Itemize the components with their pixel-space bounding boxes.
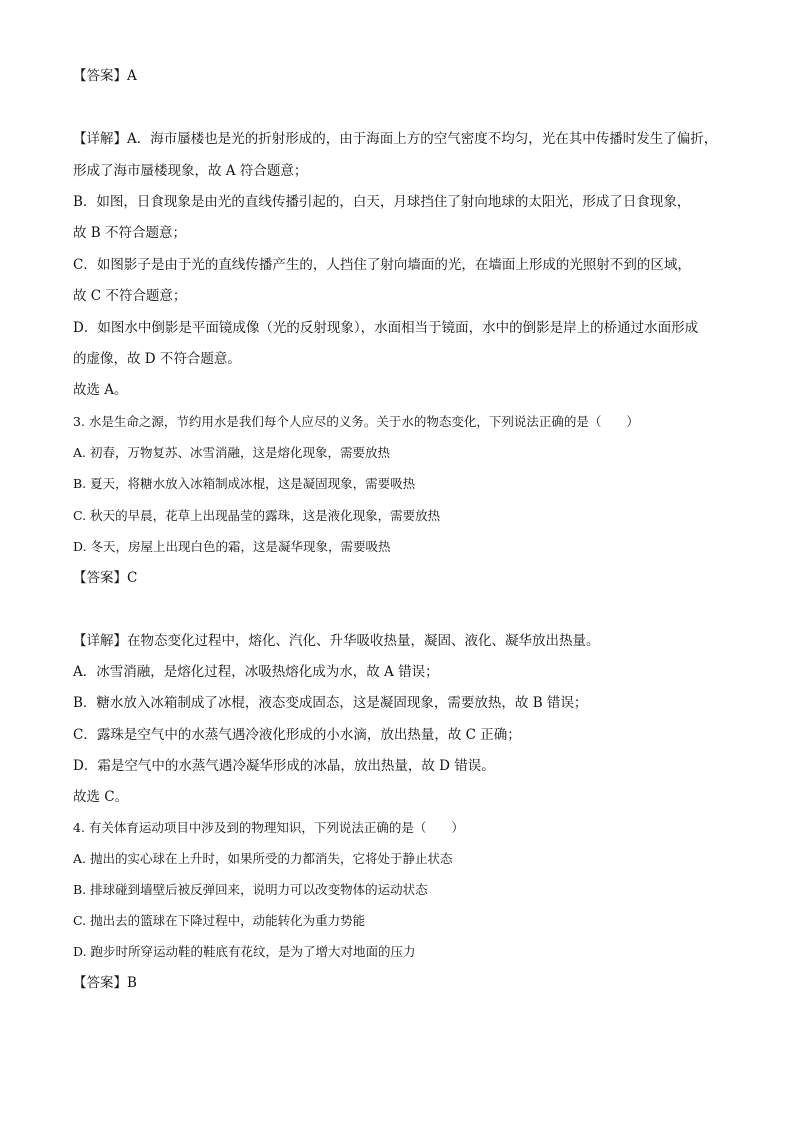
option-d: D. 跑步时所穿运动鞋的鞋底有花纹，是为了增大对地面的压力 [73,944,416,959]
explanation-text: 故 C 不符合题意； [73,288,187,304]
option-b: B. 排球碰到墙壁后被反弹回来，说明力可以改变物体的运动状态 [73,882,428,897]
explanation-text: 故 B 不符合题意； [73,225,187,241]
option-a: A. 抛出的实心球在上升时，如果所受的力都消失，它将处于静止状态 [73,851,453,866]
explanation-text: B．糖水放入冰箱制成了冰棍，液态变成固态，这是凝固现象，需要放热，故 B 错误； [73,695,588,711]
option-c: C. 抛出去的篮球在下降过程中，动能转化为重力势能 [73,913,366,928]
answer-label: 【答案】C [73,570,138,586]
option-b: B. 夏天，将糖水放入冰箱制成冰棍，这是凝固现象，需要吸热 [73,476,416,491]
explanation-text: 【详解】在物态变化过程中，熔化、汽化、升华吸收热量，凝固、液化、凝华放出热量。 [73,633,600,649]
explanation-text: D．如图水中倒影是平面镜成像（光的反射现象），水面相当于镜面，水中的倒影是岸上的桥通过水面形成 [73,320,699,336]
explanation-text: 的虚像，故 D 不符合题意。 [73,351,241,367]
explanation-text: C．如图影子是由于光的直线传播产生的，人挡住了射向墙面的光，在墙面上形成的光照射不到的区域， [73,257,691,273]
explanation-text: D．霜是空气中的水蒸气遇冷凝华形成的冰晶，放出热量，故 D 错误。 [73,758,495,774]
explanation-text: 【详解】A．海市蜃楼也是光的折射形成的，由于海面上方的空气密度不均匀，光在其中传播时发生了偏折， [73,131,718,147]
explanation-text: B．如图，日食现象是由光的直线传播引起的，白天，月球挡住了射向地球的太阳光，形成了日食现象， [73,194,691,210]
option-d: D. 冬天，房屋上出现白色的霜，这是凝华现象，需要吸热 [73,539,391,554]
explanation-text: C．露珠是空气中的水蒸气遇冷液化形成的小水滴，放出热量，故 C 正确； [73,727,521,743]
question-stem: 3. 水是生命之源，节约用水是我们每个人应尽的义务。关于水的物态变化，下列说法正确的是（ ） [73,414,639,429]
explanation-text: A．冰雪消融，是熔化过程，冰吸热熔化成为水，故 A 错误； [73,664,439,680]
option-c: C. 秋天的早晨，花草上出现晶莹的露珠，这是液化现象，需要放热 [73,508,441,523]
explanation-text: 形成了海市蜃楼现象，故 A 符合题意； [73,163,308,179]
answer-label: 【答案】B [73,975,137,991]
conclusion-text: 故选 C。 [73,789,129,805]
question-stem: 4. 有关体育运动项目中涉及到的物理知识，下列说法正确的是（ ） [73,820,464,835]
conclusion-text: 故选 A。 [73,382,128,398]
answer-label: 【答案】A [73,68,137,84]
option-a: A. 初春，万物复苏、冰雪消融，这是熔化现象，需要放热 [73,445,390,460]
